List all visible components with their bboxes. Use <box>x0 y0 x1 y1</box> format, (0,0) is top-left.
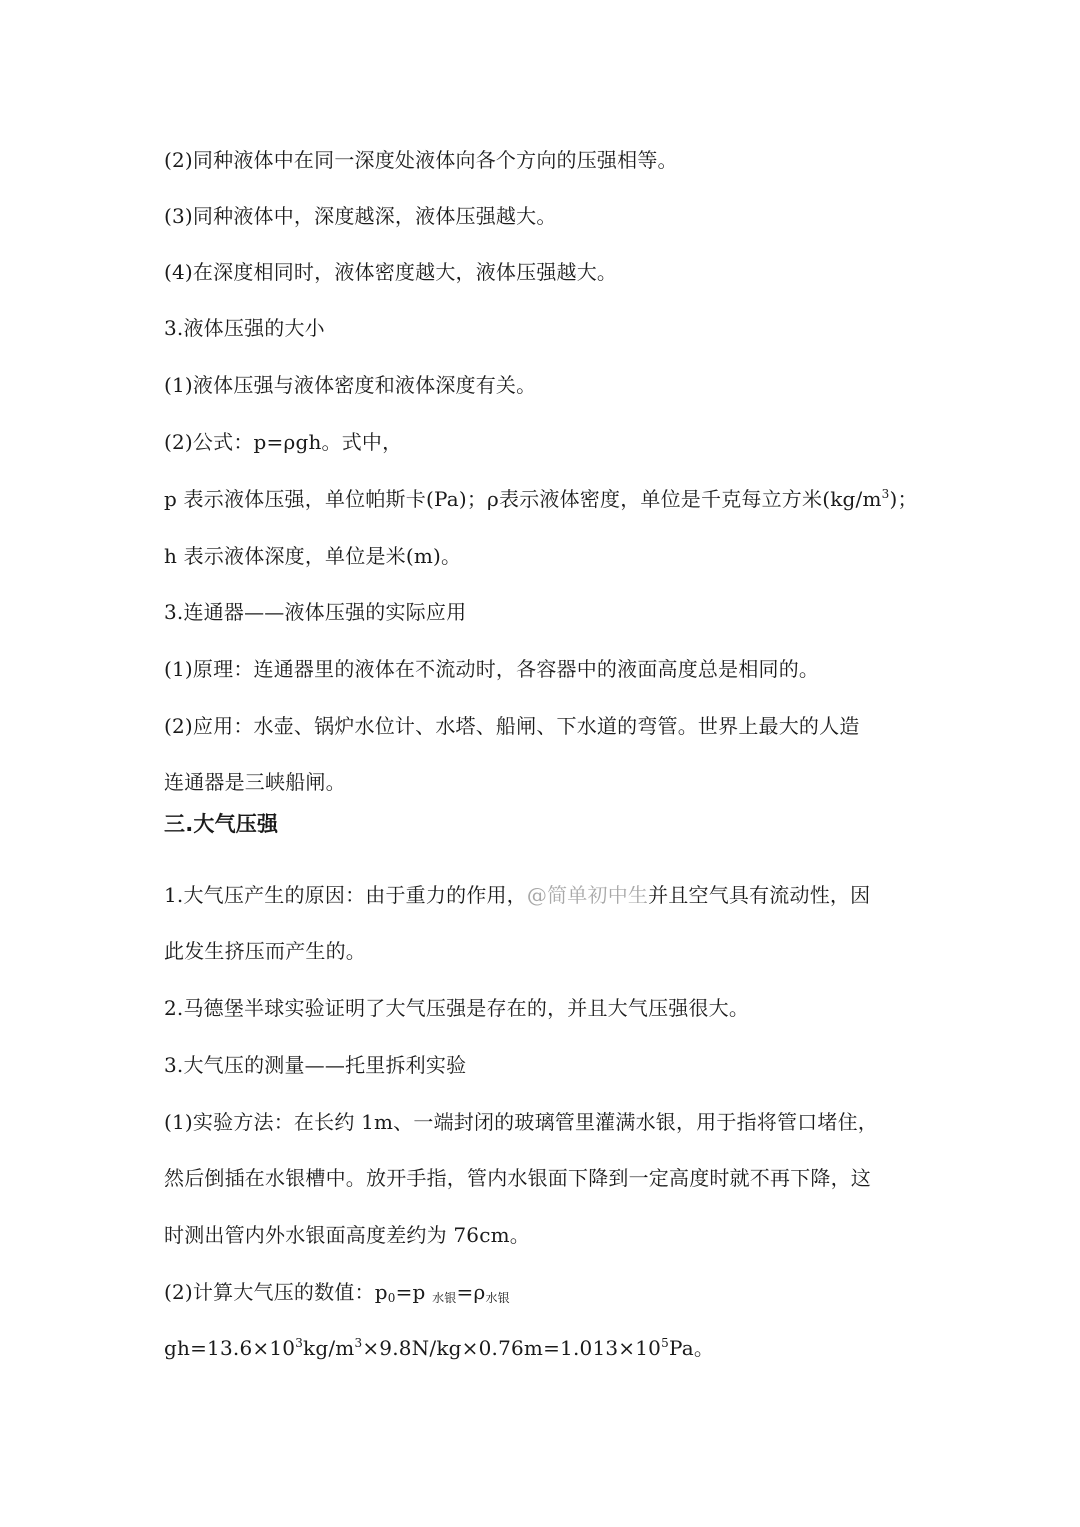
text-span: (2)同种液体中在同一深度处液体向各个方向的压强相等。 <box>164 148 678 172</box>
text-span: (2)计算大气压的数值：p <box>164 1280 388 1304</box>
text-span: (1)液体压强与液体密度和液体深度有关。 <box>164 373 537 397</box>
text-span: Pa。 <box>668 1336 715 1360</box>
text-span: h 表示液体深度，单位是米(m)。 <box>164 544 462 568</box>
text-line <box>164 259 617 285</box>
superscript: 3 <box>881 487 890 501</box>
text-span: 3.连通器——液体压强的实际应用 <box>164 600 467 624</box>
text-span: 此发生挤压而产生的。 <box>164 939 366 963</box>
text-line <box>164 656 819 682</box>
text-line <box>164 1109 878 1135</box>
text-line <box>164 203 557 229</box>
text-span: (2)公式：p=ρgh。式中， <box>164 430 403 454</box>
text-span: 3.液体压强的大小 <box>164 316 325 340</box>
formula-line <box>164 1335 714 1361</box>
text-line <box>164 769 346 795</box>
text-span: 三.大气压强 <box>164 812 279 836</box>
text-span: ×9.8N/kg×0.76m=1.013×10 <box>362 1336 662 1360</box>
text-span: =p <box>395 1280 433 1304</box>
text-line <box>164 486 918 512</box>
section-heading <box>164 811 278 837</box>
text-line <box>164 1279 510 1305</box>
superscript: 3 <box>295 1336 304 1350</box>
text-span: gh=13.6×10 <box>164 1336 296 1360</box>
watermark-text: @简单初中生 <box>526 883 649 907</box>
text-span: (1)实验方法：在长约 1m、一端封闭的玻璃管里灌满水银，用于指将管口堵住， <box>164 1110 878 1134</box>
subscript: 水银 <box>485 1291 510 1305</box>
superscript: 3 <box>354 1336 363 1350</box>
subscript: 水银 <box>432 1291 457 1305</box>
subscript: 0 <box>387 1291 396 1305</box>
text-span: (3)同种液体中，深度越深，液体压强越大。 <box>164 204 557 228</box>
text-line <box>164 1165 871 1191</box>
superscript: 5 <box>661 1336 669 1350</box>
text-span: (1)原理：连通器里的液体在不流动时，各容器中的液面高度总是相同的。 <box>164 657 820 681</box>
text-line <box>164 543 461 569</box>
text-line <box>164 995 749 1021</box>
text-span: =ρ <box>456 1280 486 1304</box>
text-span: 3.大气压的测量——托里拆利实验 <box>164 1053 467 1077</box>
text-span: (4)在深度相同时，液体密度越大，液体压强越大。 <box>164 260 618 284</box>
text-span: )； <box>889 487 918 511</box>
text-span: kg/m <box>303 1336 355 1360</box>
text-line <box>164 429 402 455</box>
text-line <box>164 1222 530 1248</box>
text-span: 然后倒插在水银槽中。放开手指，管内水银面下降到一定高度时就不再下降，这 <box>164 1166 871 1190</box>
text-line <box>164 882 870 908</box>
section-subtitle <box>164 599 466 625</box>
text-line <box>164 713 860 739</box>
text-line <box>164 938 366 964</box>
text-span: 连通器是三峡船闸。 <box>164 770 346 794</box>
text-line <box>164 147 678 173</box>
text-line <box>164 372 536 398</box>
section-subtitle <box>164 1052 466 1078</box>
section-subtitle <box>164 315 325 341</box>
text-span: 时测出管内外水银面高度差约为 76cm。 <box>164 1223 530 1247</box>
text-span: p 表示液体压强，单位帕斯卡(Pa)；ρ表示液体密度，单位是千克每立方米(kg/m <box>164 487 882 511</box>
text-span: 并且空气具有流动性，因 <box>648 883 871 907</box>
text-span: (2)应用：水壶、锅炉水位计、水塔、船闸、下水道的弯管。世界上最大的人造 <box>164 714 860 738</box>
text-span: 2.马德堡半球实验证明了大气压强是存在的，并且大气压强很大。 <box>164 996 750 1020</box>
text-span: 1.大气压产生的原因：由于重力的作用， <box>164 883 527 907</box>
